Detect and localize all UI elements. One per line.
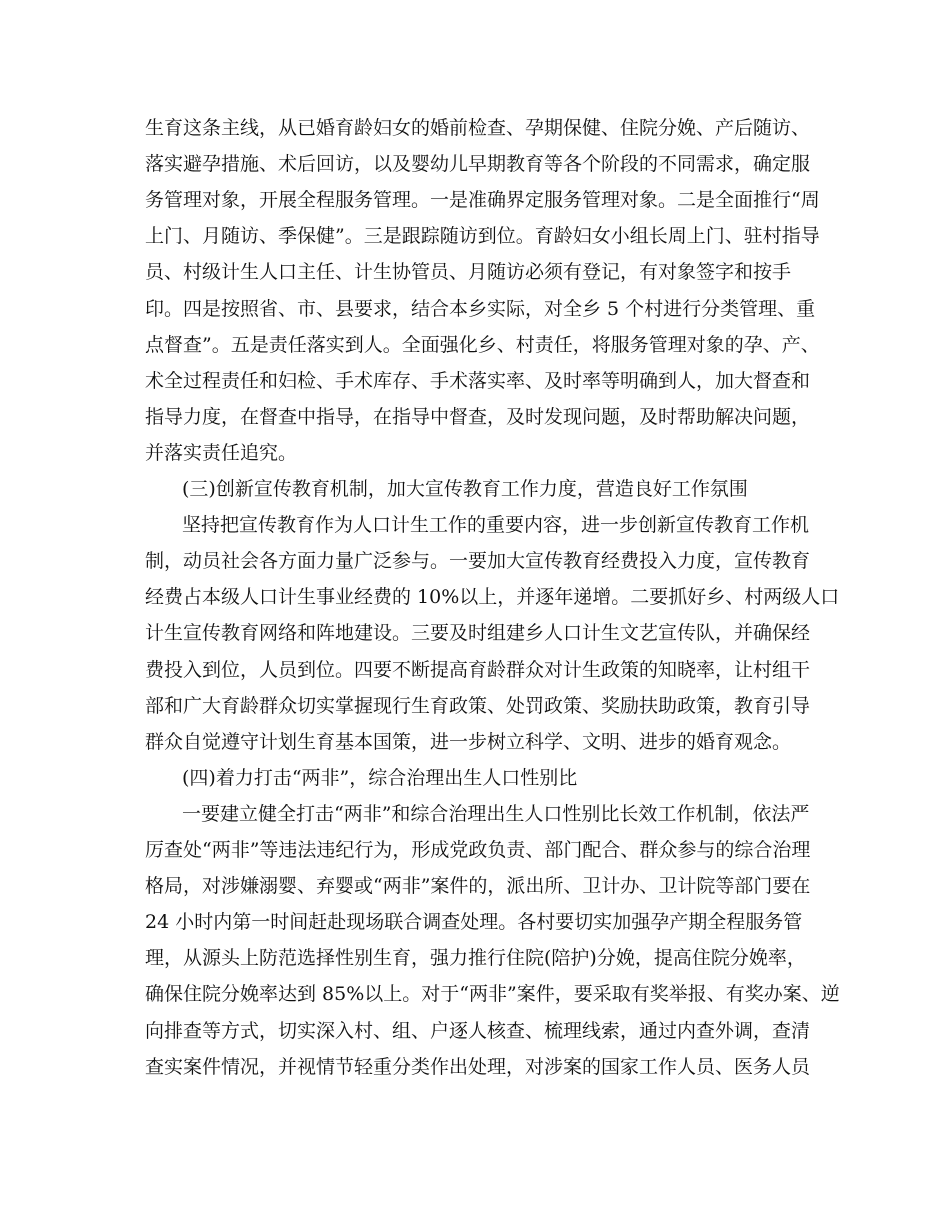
paragraph-first-line: (三)创新宣传教育机制，加大宣传教育工作力度，营造良好工作氛围 — [182, 478, 748, 500]
text-line: 确保住院分娩率达到 85%以上。对于“两非”案件，要采取有奖举报、有奖办案、逆 — [145, 983, 840, 1005]
text-line: 向排查等方式，切实深入村、组、户逐人核查、梳理线索，通过内查外调，查清 — [145, 1020, 811, 1042]
text-line: 并落实责任追究。 — [145, 442, 298, 464]
text-line: 厉查处“两非”等违法违纪行为，形成党政负责、部门配合、群众参与的综合治理 — [145, 839, 811, 861]
text-line: 计生宣传教育网络和阵地建设。三要及时组建乡人口计生文艺宣传队，并确保经 — [145, 622, 811, 644]
text-line: 经费占本级人口计生事业经费的 10%以上，并逐年递增。二要抓好乡、村两级人口 — [145, 586, 840, 608]
text-line: 术全过程责任和妇检、手术库存、手术落实率、及时率等明确到人，加大督查和 — [145, 370, 811, 392]
text-line: 理，从源头上防范选择性别生育，强力推行住院(陪护)分娩，提高住院分娩率， — [145, 947, 806, 969]
paragraph-first-line: (四)着力打击“两非”，综合治理出生人口性别比 — [182, 767, 578, 789]
paragraph-first-line: 坚持把宣传教育作为人口计生工作的重要内容，进一步创新宣传教育工作机 — [182, 514, 810, 536]
text-line: 指导力度，在督查中指导，在指导中督查，及时发现问题，及时帮助解决问题， — [145, 406, 811, 428]
text-line: 落实避孕措施、术后回访，以及婴幼儿早期教育等各个阶段的不同需求，确定服 — [145, 153, 811, 175]
text-line: 查实案件情况，并视情节轻重分类作出处理，对涉案的国家工作人员、医务人员 — [145, 1056, 811, 1078]
text-line: 制，动员社会各方面力量广泛参与。一要加大宣传教育经费投入力度，宣传教育 — [145, 550, 811, 572]
text-line: 生育这条主线，从已婚育龄妇女的婚前检查、孕期保健、住院分娩、产后随访、 — [145, 117, 811, 139]
text-line: 格局，对涉嫌溺婴、弃婴或“两非”案件的，派出所、卫计办、卫计院等部门要在 — [145, 875, 811, 897]
text-line: 务管理对象，开展全程服务管理。一是准确界定服务管理对象。二是全面推行“周 — [145, 189, 820, 211]
text-line: 部和广大育龄群众切实掌握现行生育政策、处罚政策、奖励扶助政策，教育引导 — [145, 695, 811, 717]
text-line: 印。四是按照省、市、县要求，结合本乡实际，对全乡 5 个村进行分类管理、重 — [145, 298, 816, 320]
paragraph-first-line: 一要建立健全打击“两非”和综合治理出生人口性别比长效工作机制，依法严 — [182, 803, 810, 825]
text-line: 员、村级计生人口主任、计生协管员、月随访必须有登记，有对象签字和按手 — [145, 261, 792, 283]
text-line: 点督查”。五是责任落实到人。全面强化乡、村责任，将服务管理对象的孕、产、 — [145, 334, 820, 356]
text-line: 24 小时内第一时间赶赴现场联合调查处理。各村要切实加强孕产期全程服务管 — [145, 911, 803, 933]
text-line: 上门、月随访、季保健”。三是跟踪随访到位。育龄妇女小组长周上门、驻村指导 — [145, 225, 820, 247]
text-line: 费投入到位，人员到位。四要不断提高育龄群众对计生政策的知晓率，让村组干 — [145, 659, 811, 681]
text-line: 群众自觉遵守计划生育基本国策，进一步树立科学、文明、进步的婚育观念。 — [145, 731, 792, 753]
